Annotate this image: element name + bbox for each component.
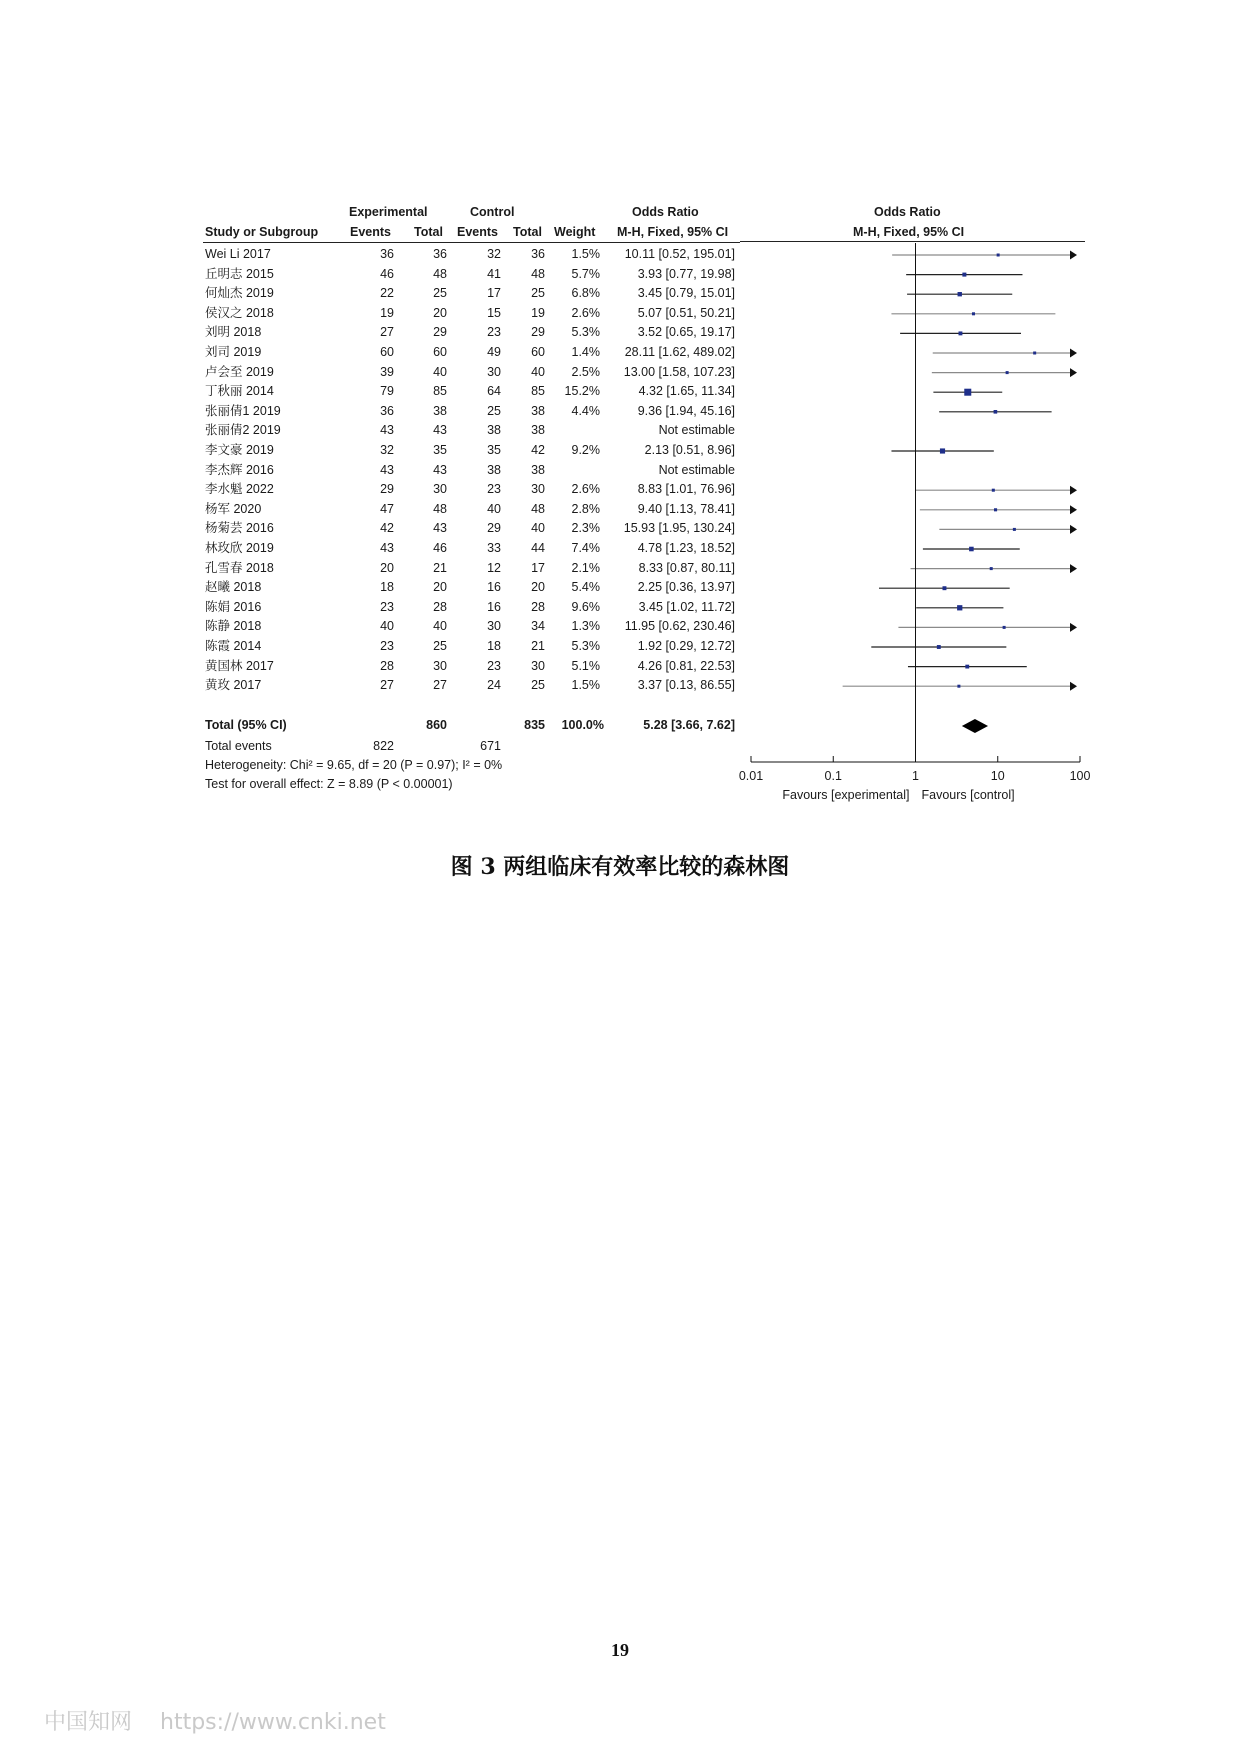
study-ctrl-total: 38 [531,423,545,438]
study-name: 李杰辉 2016 [205,462,274,477]
study-ci-text: 4.26 [0.81, 22.53] [637,658,735,673]
study-weight: 1.5% [571,247,600,261]
study-exp-events: 29 [380,482,394,497]
study-weight: 1.5% [571,678,600,693]
total-events-ctrl: 671 [480,739,501,753]
study-exp-total: 43 [433,521,447,536]
study-weight: 2.1% [571,560,600,575]
study-exp-events: 43 [380,541,394,555]
study-marker [958,292,962,296]
study-marker [1033,352,1036,355]
study-ci-text: 13.00 [1.58, 107.23] [623,364,735,379]
study-ci-text: 8.33 [0.87, 80.11] [638,560,735,575]
study-ctrl-events: 38 [487,423,501,438]
study-marker [957,685,960,688]
study-marker [990,567,993,570]
study-name: 杨军 2020 [205,501,262,516]
study-exp-total: 20 [433,305,447,320]
study-ctrl-events: 49 [487,345,501,359]
study-ctrl-events: 35 [487,443,501,457]
study-name: 陈娟 2016 [205,599,262,614]
study-ctrl-total: 20 [531,580,545,595]
study-name: 张丽倩1 2019 [205,403,281,418]
header-control: Control [470,205,515,219]
study-ctrl-events: 40 [487,501,501,516]
study-exp-total: 35 [433,443,447,457]
study-ctrl-events: 24 [487,678,501,693]
study-ctrl-events: 32 [487,247,501,261]
study-ci-text: 28.11 [1.62, 489.02] [624,345,735,359]
study-exp-total: 46 [433,541,447,555]
study-name: 黄玫 2017 [205,678,262,693]
study-ci-arrow [1070,525,1077,534]
study-name: 刘司 2019 [205,345,262,359]
header-weight: Weight [554,225,596,239]
study-marker [943,586,947,590]
study-name: 林玫欣 2019 [205,541,274,555]
study-ctrl-events: 30 [487,364,501,379]
study-exp-total: 43 [433,462,447,477]
study-weight: 2.3% [571,521,600,536]
study-exp-events: 60 [380,345,394,359]
study-exp-total: 28 [433,599,447,614]
study-exp-events: 79 [380,384,394,399]
study-weight: 15.2% [564,384,600,399]
study-exp-events: 27 [380,325,394,340]
study-exp-total: 25 [433,639,447,653]
study-marker [937,645,941,649]
study-name: 李文豪 2019 [205,443,274,457]
study-ctrl-total: 34 [531,619,545,634]
study-marker [964,389,971,396]
study-ctrl-total: 42 [531,443,545,457]
study-marker [969,547,974,552]
favours-experimental: Favours [experimental] [782,788,910,802]
study-exp-events: 20 [380,560,394,575]
study-ci-arrow [1070,349,1077,358]
study-exp-events: 47 [380,501,394,516]
study-exp-total: 20 [433,580,447,595]
study-name: 侯汉之 2018 [205,305,274,320]
study-ctrl-total: 85 [531,384,545,399]
study-name: 丘明志 2015 [205,266,274,281]
study-weight: 5.4% [571,580,600,595]
overall-effect-text: Test for overall effect: Z = 8.89 (P < 0.00001) [205,777,453,791]
x-tick-label: 0.1 [824,769,842,783]
x-tick-label: 1 [912,769,919,783]
study-name: 杨菊芸 2016 [205,521,274,536]
header-study: Study or Subgroup [205,225,319,239]
study-ci-text: 3.45 [0.79, 15.01] [637,286,735,301]
study-exp-total: 43 [433,423,447,438]
header-odds-ratio-left: Odds Ratio [632,205,699,219]
total-diamond [962,719,988,733]
study-ctrl-total: 30 [531,658,545,673]
study-weight: 5.7% [571,266,600,281]
study-ci-text: 10.11 [0.52, 195.01] [624,247,735,261]
total-events-exp: 822 [373,739,394,753]
study-name: 张丽倩2 2019 [205,423,281,438]
study-ci-text: 8.83 [1.01, 76.96] [637,482,735,497]
study-marker [965,665,969,669]
study-ci-text: 3.52 [0.65, 19.17] [637,325,735,340]
study-exp-events: 36 [380,247,394,261]
study-ci-text: 11.95 [0.62, 230.46] [624,619,735,634]
x-tick-label: 10 [990,769,1005,783]
heterogeneity-text: Heterogeneity: Chi² = 9.65, df = 20 (P = 0.97); I² = 0% [205,758,503,772]
study-marker [997,254,1000,257]
study-marker [994,508,997,511]
study-marker [1006,371,1009,374]
study-ci-text: 3.37 [0.13, 86.55] [637,678,735,693]
study-exp-events: 23 [380,599,394,614]
study-exp-total: 48 [433,501,447,516]
study-ctrl-total: 48 [531,266,545,281]
study-ctrl-total: 40 [531,364,545,379]
header-events-control: Events [457,225,498,239]
study-marker [940,448,945,453]
study-weight: 1.4% [571,345,600,359]
study-exp-total: 30 [433,482,447,497]
study-ctrl-total: 36 [531,247,545,261]
study-ctrl-events: 17 [487,286,501,301]
study-name: 卢会至 2019 [205,364,274,379]
study-exp-events: 46 [380,266,394,281]
total-ci-text: 5.28 [3.66, 7.62] [643,718,735,732]
study-name: 何灿杰 2019 [205,286,274,301]
header-total: Total [414,225,443,239]
study-ctrl-total: 60 [531,345,545,359]
study-ctrl-events: 12 [487,560,501,575]
study-ctrl-events: 18 [487,639,501,653]
study-weight: 6.8% [571,286,600,301]
study-ctrl-total: 38 [531,462,545,477]
study-exp-events: 39 [380,364,394,379]
study-name: 刘明 2018 [205,325,262,340]
study-exp-events: 42 [380,521,394,536]
study-exp-events: 27 [380,678,394,693]
study-ctrl-events: 23 [487,658,501,673]
study-exp-events: 43 [380,462,394,477]
study-ctrl-events: 29 [487,521,501,536]
study-ci-arrow [1070,505,1077,514]
study-ctrl-events: 38 [487,462,501,477]
study-marker [972,312,975,315]
study-exp-total: 60 [433,345,447,359]
study-exp-total: 29 [433,325,447,340]
study-ci-arrow [1070,623,1077,632]
study-ctrl-total: 25 [531,286,545,301]
study-exp-total: 40 [433,619,447,634]
study-marker [957,605,962,610]
study-ci-text: 9.36 [1.94, 45.16] [637,403,735,418]
study-ctrl-total: 30 [531,482,545,497]
total-ctrl-total: 835 [524,718,545,732]
study-ctrl-events: 30 [487,619,501,634]
study-exp-total: 36 [433,247,447,261]
study-ctrl-events: 16 [487,580,501,595]
study-exp-total: 48 [433,266,447,281]
study-exp-total: 27 [433,678,447,693]
study-weight: 9.6% [571,599,600,614]
study-ci-text: 4.78 [1.23, 18.52] [637,541,735,555]
study-name: 黄国林 2017 [205,658,274,673]
study-weight: 2.6% [571,482,600,497]
study-weight: 4.4% [571,403,600,418]
study-exp-total: 40 [433,364,447,379]
study-ctrl-total: 25 [531,678,545,693]
study-ctrl-total: 40 [531,521,545,536]
study-ctrl-total: 21 [531,639,545,653]
study-ctrl-total: 19 [531,305,545,320]
watermark-url: https://www.cnki.net [160,1710,386,1735]
x-tick-label: 100 [1069,769,1091,783]
study-exp-total: 38 [433,403,447,418]
study-marker [992,489,995,492]
study-exp-total: 30 [433,658,447,673]
study-exp-events: 32 [380,443,394,457]
study-weight: 2.8% [571,501,600,516]
header-experimental: Experimental [349,205,428,219]
study-exp-events: 40 [380,619,394,634]
study-ctrl-events: 16 [487,599,501,614]
x-tick-label: 0.01 [738,769,764,783]
total-events-label: Total events [205,739,272,753]
study-ci-text: 1.92 [0.29, 12.72] [637,639,735,653]
study-ci-arrow [1070,564,1077,573]
study-weight: 9.2% [571,443,600,457]
study-exp-events: 18 [380,580,394,595]
watermark-brand: 中国知网 [44,1710,133,1735]
study-ci-text: Not estimable [658,423,735,438]
study-ci-arrow [1070,682,1077,691]
study-ci-text: 2.13 [0.51, 8.96] [644,443,735,457]
study-marker [962,273,966,277]
study-ci-text: 3.45 [1.02, 11.72] [638,599,735,614]
study-ci-text: 9.40 [1.13, 78.41] [637,501,735,516]
study-exp-events: 28 [380,658,394,673]
study-name: 陈霞 2014 [205,639,262,653]
study-weight: 7.4% [571,541,600,555]
study-ci-text: 2.25 [0.36, 13.97] [637,580,735,595]
study-ctrl-events: 25 [487,403,501,418]
study-ctrl-events: 23 [487,325,501,340]
study-weight: 2.5% [571,364,600,379]
study-exp-total: 21 [433,560,447,575]
study-ci-text: 3.93 [0.77, 19.98] [637,266,735,281]
study-name: 李水魁 2022 [205,482,274,497]
total-weight: 100.0% [561,718,604,732]
study-exp-events: 19 [380,305,394,320]
study-weight: 5.1% [571,658,600,673]
study-marker [1003,626,1006,629]
study-ctrl-events: 33 [487,541,501,555]
study-name: 赵曦 2018 [205,580,262,595]
header-odds-ratio-right: Odds Ratio [874,205,941,219]
study-ctrl-total: 28 [531,599,545,614]
study-ci-text: Not estimable [658,462,735,477]
figure-caption: 图 3 两组临床有效率比较的森林图 [450,854,790,880]
header-method-right: M-H, Fixed, 95% CI [853,225,965,239]
study-exp-events: 22 [380,286,394,301]
study-ci-text: 15.93 [1.95, 130.24] [623,521,735,536]
study-exp-total: 85 [433,384,447,399]
study-ci-arrow [1070,486,1077,495]
total-label: Total (95% CI) [205,718,287,732]
study-ci-text: 4.32 [1.65, 11.34] [638,384,735,399]
study-exp-events: 36 [380,403,394,418]
study-weight: 2.6% [571,305,600,320]
header-total-control: Total [513,225,542,239]
header-events: Events [350,225,391,239]
study-ctrl-total: 44 [531,541,545,555]
study-weight: 5.3% [571,325,600,340]
study-ctrl-total: 17 [531,560,545,575]
total-exp-total: 860 [426,718,447,732]
study-marker [994,410,998,414]
favours-control: Favours [control] [921,788,1015,802]
study-exp-events: 23 [380,639,394,653]
study-exp-total: 25 [433,286,447,301]
study-name: 陈静 2018 [205,619,262,634]
study-ci-arrow [1070,251,1077,260]
study-name: 孔雪春 2018 [205,560,274,575]
study-ctrl-events: 23 [487,482,501,497]
study-exp-events: 43 [380,423,394,438]
study-ctrl-total: 48 [531,501,545,516]
study-ctrl-events: 41 [487,266,501,281]
study-marker [959,331,963,335]
study-ctrl-events: 64 [487,384,501,399]
study-ci-arrow [1070,368,1077,377]
study-ci-text: 5.07 [0.51, 50.21] [637,305,735,320]
page-number: 19 [611,1640,629,1660]
study-ctrl-events: 15 [487,305,501,320]
study-marker [1013,528,1016,531]
study-ctrl-total: 29 [531,325,545,340]
study-ctrl-total: 38 [531,403,545,418]
study-weight: 5.3% [571,639,600,653]
study-name: 丁秋丽 2014 [205,384,274,399]
study-name: Wei Li 2017 [205,247,271,261]
header-method-left: M-H, Fixed, 95% CI [617,225,729,239]
watermark [44,1705,414,1736]
study-weight: 1.3% [571,619,600,634]
